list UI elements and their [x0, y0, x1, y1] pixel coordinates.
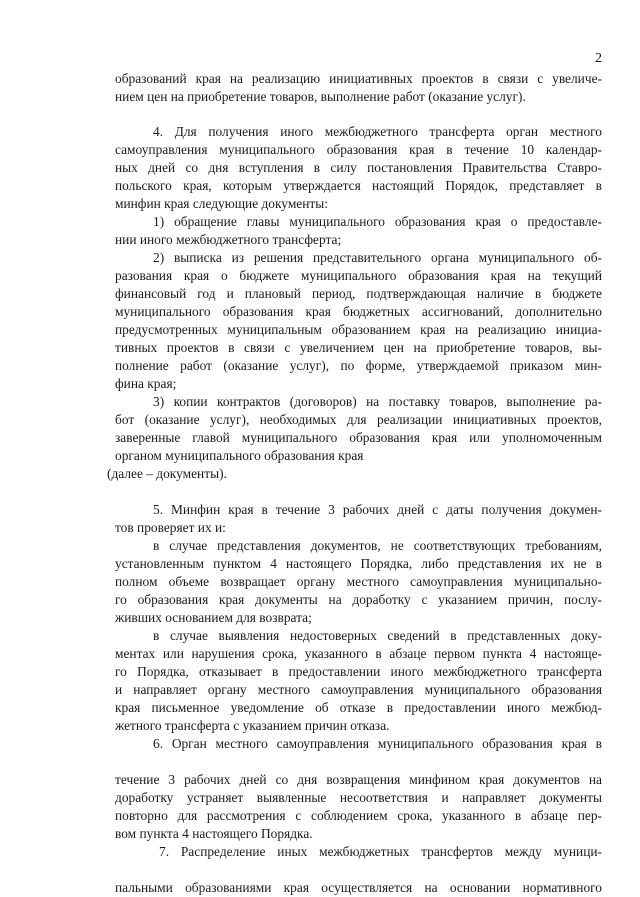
text-line: края письменное уведомление об отказе в предоставлении иного межбюд-: [115, 700, 602, 715]
text-line: установленным пунктом 4 настоящего Порядка, либо представления их не в: [115, 556, 602, 571]
text-line: вом пункта 4 настоящего Порядка.: [115, 826, 313, 841]
text-line: предусмотренных муниципальным образованием края на реализацию инициа-: [115, 322, 602, 337]
text-line: доработку устраняет выявленные несоответствия и направляет документы: [115, 790, 602, 805]
text-line: заверенные главой муниципального образования края или уполномоченным: [115, 430, 602, 445]
text-line: ментах или нарушения срока, указанного в абзаце первом пункта 4 настояще-: [115, 646, 602, 661]
text-line: (далее – документы).: [107, 466, 227, 481]
text-line: бот (оказание услуг), необходимых для реализации инициативных проектов,: [115, 412, 602, 427]
text-line: жетного трансферта с указанием причин отказа.: [115, 718, 390, 733]
text-line: повторно для рассмотрения с соблюдением срока, указанного в абзаце пер-: [115, 808, 602, 823]
text-line: самоуправления муниципального образования края в течение 10 календар-: [115, 142, 602, 157]
text-line: нии иного межбюджетного трансферта;: [115, 232, 342, 247]
text-line: в случае представления документов, не соответствующих требованиям,: [153, 538, 602, 553]
text-line: 6. Орган местного самоуправления муниципального образования края в: [153, 736, 602, 751]
text-line: го Порядка, отказывает в предоставлении иного межбюджетного трансферта: [115, 664, 602, 679]
text-line: финансовый год и плановый период, подтверждающая наличие в бюджете: [115, 286, 602, 301]
text-line: полном объеме возвращает органу местного самоуправления муниципально-: [115, 574, 602, 589]
text-line: 2) выписка из решения представительного органа муниципального об-: [153, 250, 602, 265]
text-line: нием цен на приобретение товаров, выполнение работ (оказание услуг).: [115, 89, 526, 104]
text-line: органом муниципального образования края: [115, 448, 364, 463]
text-line: 7. Распределение иных межбюджетных трансфертов между муници-: [159, 844, 602, 859]
text-line: 5. Минфин края в течение 3 рабочих дней с даты получения докумен-: [153, 502, 602, 517]
text-line: польского края, которым утверждается настоящий Порядок, представляет в: [115, 178, 602, 193]
text-line: разования края о бюджете муниципального образования края на текущий: [115, 268, 602, 283]
text-line: минфин края следующие документы:: [115, 196, 328, 211]
text-line: пальными образованиями края осуществляется на основании нормативного: [115, 880, 602, 895]
text-line: в случае выявления недостоверных сведений в представленных доку-: [153, 628, 602, 643]
text-line: ных дней со дня вступления в силу постановления Правительства Ставро-: [115, 160, 602, 175]
text-line: муниципального образования края бюджетных ассигнований, дополнительно: [115, 304, 602, 319]
text-line: и направляет органу местного самоуправления муниципального образования: [115, 682, 602, 697]
text-line: го образования края документы на доработку с указанием причин, послу-: [115, 592, 602, 607]
text-line: образований края на реализацию инициативных проектов в связи с увеличе-: [115, 71, 602, 86]
text-line: фина края;: [115, 376, 177, 391]
text-line: тов проверяет их и:: [115, 520, 226, 535]
text-line: 1) обращение главы муниципального образования края о предоставле-: [153, 214, 602, 229]
text-line: тивных проектов в связи с увеличением цен на приобретение товаров, вы-: [115, 340, 602, 355]
text-line: течение 3 рабочих дней со дня возвращения минфином края документов на: [115, 772, 602, 787]
text-line: 4. Для получения иного межбюджетного трансферта орган местного: [153, 124, 602, 139]
page-number: 2: [595, 51, 602, 66]
text-line: полнение работ (оказание услуг), по форме, утверждаемой приказом мин-: [115, 358, 602, 373]
text-line: живших основанием для возврата;: [115, 610, 312, 625]
text-line: 3) копии контрактов (договоров) на поставку товаров, выполнение ра-: [153, 394, 602, 409]
